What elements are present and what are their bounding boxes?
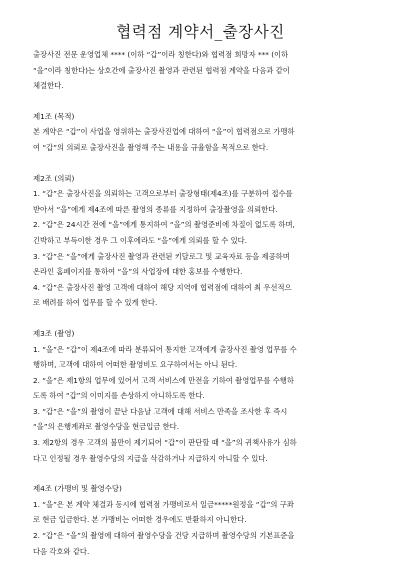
article-3-line: 2. “을”은 제1항의 업무에 있어서 고객 서비스에 만전을 기하여 촬영업무를 수행하 <box>33 375 294 385</box>
article-2-line: 4. “갑”은 출장사진 촬영 고객에 대하여 해당 지역에 협력점에 대하여 최 우선적으 <box>33 282 292 292</box>
article-3 <box>33 326 368 466</box>
intro-line: “을”이라 칭한다)는 상호간에 출장사진 촬영과 관련된 협력점 계약을 다음과 같이 <box>33 65 290 75</box>
article-1-body <box>33 124 368 155</box>
intro-line: 체결한다. <box>33 81 64 91</box>
intro-paragraph <box>33 47 368 94</box>
article-2-line: 1. “갑”은 출장사진을 의뢰하는 고객으로부터 출장형태(제4조)를 구분하여 접수를 <box>33 189 293 199</box>
article-4-title: 제4조 (가맹비 및 촬영수당) <box>33 484 122 494</box>
article-1-line: 본 계약은 “갑”이 사업을 영위하는 출장사진업에 대하여 “을”이 협력점으로 가맹하 <box>33 127 295 137</box>
article-3-line: 1. “을”은 “갑”이 제4조에 따라 분류되어 통지한 고객에게 출장사진 촬영 업무를 수 <box>33 344 297 354</box>
article-4-line: 2. “갑”은 “을”의 촬영에 대하여 촬영수당을 건당 지급하며 촬영수당의 기본표준을 <box>33 531 295 541</box>
article-2-title: 제2조 (의뢰) <box>33 173 75 183</box>
article-2-line: 3. “갑”은 “을”에게 출장사진 촬영과 관련된 키달로그 및 교육자료 등을 제공하며 <box>33 251 290 261</box>
article-3-line: 행하며, 고객에 대하여 어떠한 촬영비도 요구하여서는 아니 된다. <box>33 360 238 370</box>
article-3-line: 도록 하여 “갑”의 이미지를 손상하지 아니하도록 한다. <box>33 391 205 401</box>
article-3-title: 제3조 (촬영) <box>33 328 75 338</box>
article-3-body <box>33 342 368 467</box>
article-2-body <box>33 186 368 311</box>
article-4-line: 로 현금 입금한다. 본 가맹비는 어떠한 경우에도 반환하지 아니한다. <box>33 515 247 525</box>
article-4-line: 다음 각호와 같다. <box>33 546 90 556</box>
article-1 <box>33 109 368 156</box>
article-2-line: 로 배려를 하여 업무를 할 수 있게 한다. <box>33 298 158 308</box>
article-1-line: 여 “갑”의 의뢰로 출장사진을 촬영해 주는 내용을 규율함을 목적으로 한다. <box>33 142 269 152</box>
article-3-line: 3. 제2항의 경우 고객의 불만이 제기되어 “갑”이 판단할 때 “을”의 귀책사유가 심하 <box>33 438 297 448</box>
article-1-title: 제1조 (목적) <box>33 111 75 121</box>
article-4 <box>33 481 368 559</box>
article-2-line: 긴박하고 부득이한 경우 그 이후에라도 “을”에게 의뢰를 할 수 있다. <box>33 235 248 245</box>
article-2 <box>33 171 368 311</box>
article-2-line: 받아서 “을”에게 제4조에 따른 촬영의 종류를 지정하여 출장촬영을 의뢰한다. <box>33 204 278 214</box>
article-3-line: 3. “갑”은 “을”의 촬영이 끝난 다음날 고객에 대해 서비스 만족을 조사한 후 즉시 <box>33 406 288 416</box>
article-2-line: 2. “갑”은 24시간 전에 “을”에게 통지하여 “을”의 촬영준비에 차질이 없도록 하며, <box>33 220 295 230</box>
intro-line: 출장사진 전문 운영업체 **** (이하 “갑”이라 칭한다)와 협력점 희망자 *** (이하 <box>33 50 289 59</box>
article-3-line: 다고 인정될 경우 촬영수당의 지급을 삭감하거나 지급하지 아니할 수 있다. <box>33 453 268 463</box>
article-4-body <box>33 497 368 559</box>
article-3-line: “을”의 은행계좌로 촬영수당을 현금입금 한다. <box>33 422 180 432</box>
article-4-line: 1. “을”은 본 계약 체결과 동시에 협력점 가맹비로서 일금*****원정을 “갑”의 구좌 <box>33 499 294 509</box>
article-2-line: 온라인 홈페이지를 통하여 “을”의 사업장에 대한 홍보를 수행한다. <box>33 267 243 277</box>
document-title: 협력점 계약서_출장사진 <box>116 23 285 41</box>
